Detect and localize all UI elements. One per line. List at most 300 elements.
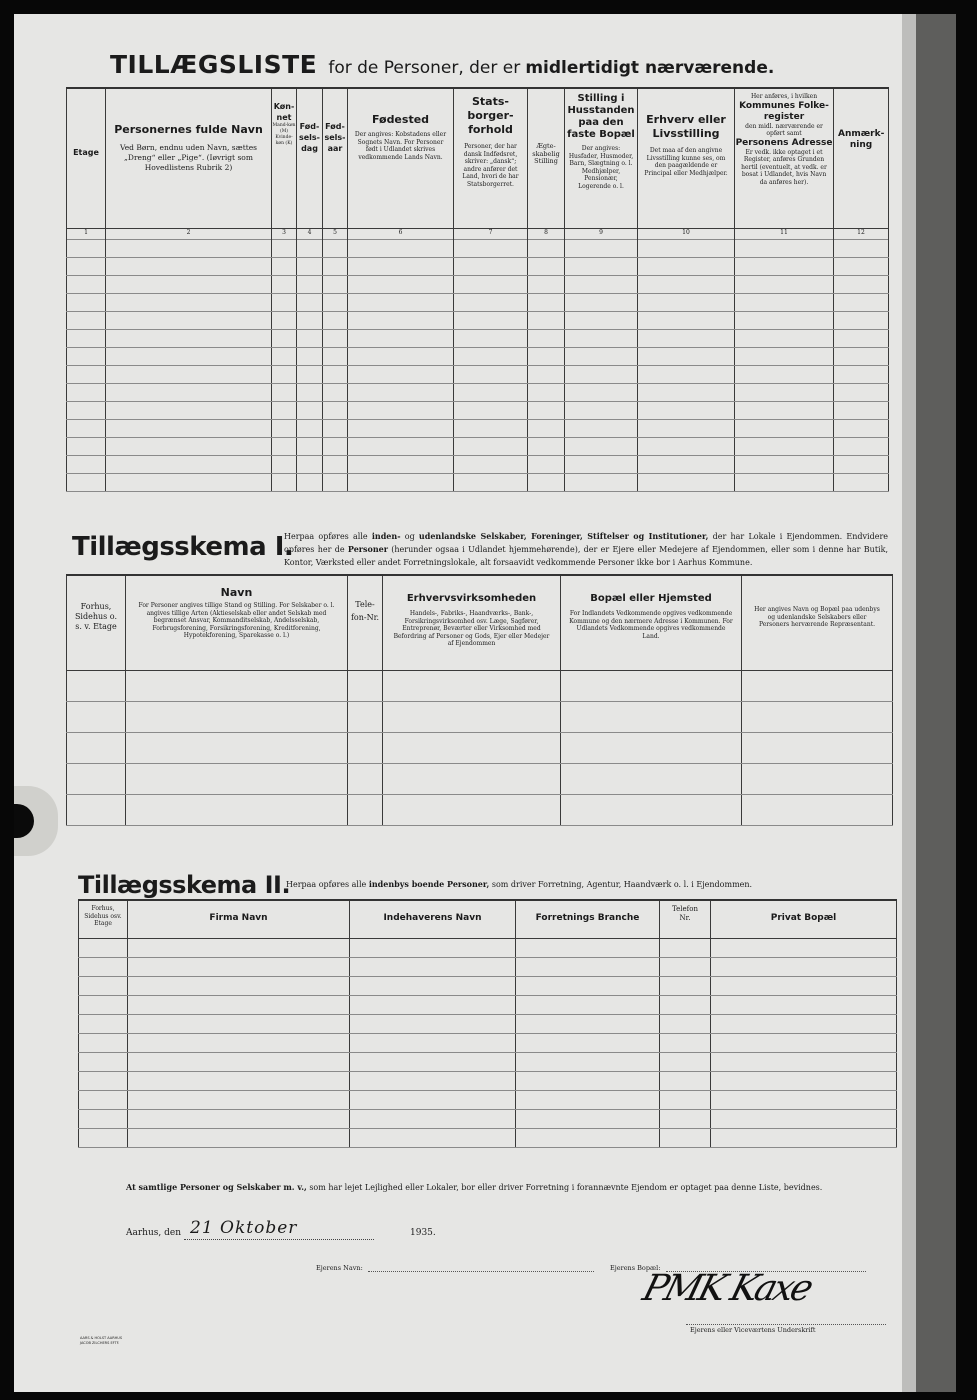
table-cell[interactable] <box>660 957 711 976</box>
table-cell[interactable] <box>528 401 565 419</box>
table-cell[interactable] <box>834 455 889 473</box>
table-cell[interactable] <box>297 365 323 383</box>
table-cell[interactable] <box>638 365 735 383</box>
table-cell[interactable] <box>735 437 834 455</box>
table-cell[interactable] <box>348 763 383 794</box>
table-cell[interactable] <box>834 311 889 329</box>
signature-label: Ejerens eller Viceværtens Underskrift <box>690 1326 816 1334</box>
table-cell[interactable] <box>79 995 128 1014</box>
table-cell[interactable] <box>454 401 528 419</box>
table-cell[interactable] <box>350 938 516 957</box>
table-cell[interactable] <box>323 365 348 383</box>
table-cell[interactable] <box>565 365 638 383</box>
next-page-shadow <box>916 14 956 1392</box>
table-cell[interactable] <box>323 275 348 293</box>
table-cell[interactable] <box>516 938 660 957</box>
table-row <box>67 311 889 329</box>
table-cell[interactable] <box>561 763 742 794</box>
table-cell[interactable] <box>711 1090 897 1109</box>
table-cell[interactable] <box>454 293 528 311</box>
table-cell[interactable] <box>272 347 297 365</box>
table-cell[interactable] <box>67 455 106 473</box>
table-cell[interactable] <box>272 293 297 311</box>
table-cell[interactable] <box>297 419 323 437</box>
table-cell[interactable] <box>272 239 297 257</box>
table-cell[interactable] <box>323 473 348 491</box>
table-cell[interactable] <box>67 239 106 257</box>
table-cell[interactable] <box>528 329 565 347</box>
table-cell[interactable] <box>67 329 106 347</box>
table-cell[interactable] <box>834 437 889 455</box>
table-cell[interactable] <box>350 1109 516 1128</box>
table-cell[interactable] <box>735 275 834 293</box>
table-cell[interactable] <box>128 976 350 995</box>
table-cell[interactable] <box>834 401 889 419</box>
table-cell[interactable] <box>660 1128 711 1147</box>
table-cell[interactable] <box>323 311 348 329</box>
table-cell[interactable] <box>67 401 106 419</box>
table-cell[interactable] <box>565 239 638 257</box>
table-cell[interactable] <box>67 347 106 365</box>
table-cell[interactable] <box>528 275 565 293</box>
table-cell[interactable] <box>323 437 348 455</box>
table-cell[interactable] <box>565 293 638 311</box>
table-cell[interactable] <box>67 293 106 311</box>
table-cell[interactable] <box>67 701 126 732</box>
table-cell[interactable] <box>711 1014 897 1033</box>
table-cell[interactable] <box>383 794 561 825</box>
table-cell[interactable] <box>67 763 126 794</box>
table-cell[interactable] <box>638 455 735 473</box>
s2-col-firma: Firma Navn <box>128 900 350 938</box>
table-cell[interactable] <box>834 239 889 257</box>
table-cell[interactable] <box>348 311 454 329</box>
table-cell[interactable] <box>834 329 889 347</box>
table-cell[interactable] <box>106 401 272 419</box>
table-cell[interactable] <box>272 311 297 329</box>
skema1-body <box>67 670 893 825</box>
table-cell[interactable] <box>348 329 454 347</box>
table-cell[interactable] <box>128 1128 350 1147</box>
table-cell[interactable] <box>348 701 383 732</box>
table-row <box>79 995 897 1014</box>
table-cell[interactable] <box>350 1071 516 1090</box>
table-cell[interactable] <box>323 293 348 311</box>
table-cell[interactable] <box>350 1128 516 1147</box>
skema1-header-row <box>67 575 893 670</box>
table-cell[interactable] <box>735 347 834 365</box>
table-cell[interactable] <box>106 473 272 491</box>
table-cell[interactable] <box>711 957 897 976</box>
table-cell[interactable] <box>735 329 834 347</box>
table-cell[interactable] <box>638 293 735 311</box>
table-cell[interactable] <box>323 239 348 257</box>
table-cell[interactable] <box>67 419 106 437</box>
table-cell[interactable] <box>350 995 516 1014</box>
table-cell[interactable] <box>834 257 889 275</box>
table-cell[interactable] <box>735 473 834 491</box>
table-cell[interactable] <box>735 311 834 329</box>
table-cell[interactable] <box>742 701 893 732</box>
table-cell[interactable] <box>528 239 565 257</box>
table-row <box>67 473 889 491</box>
table-cell[interactable] <box>272 455 297 473</box>
table-cell[interactable] <box>516 1014 660 1033</box>
table-cell[interactable] <box>297 293 323 311</box>
table-cell[interactable] <box>128 957 350 976</box>
table-cell[interactable] <box>660 995 711 1014</box>
table-cell[interactable] <box>67 383 106 401</box>
table-cell[interactable] <box>79 957 128 976</box>
table-cell[interactable] <box>106 419 272 437</box>
table-cell[interactable] <box>638 257 735 275</box>
table-cell[interactable] <box>106 455 272 473</box>
table-cell[interactable] <box>834 365 889 383</box>
table-cell[interactable] <box>528 437 565 455</box>
table-cell[interactable] <box>67 670 126 701</box>
table-cell[interactable] <box>638 329 735 347</box>
table-cell[interactable] <box>126 794 348 825</box>
table-cell[interactable] <box>67 275 106 293</box>
table-cell[interactable] <box>711 1071 897 1090</box>
table-cell[interactable] <box>67 365 106 383</box>
table-cell[interactable] <box>79 1033 128 1052</box>
table-cell[interactable] <box>106 437 272 455</box>
table-cell[interactable] <box>79 938 128 957</box>
table-cell[interactable] <box>67 437 106 455</box>
table-cell[interactable] <box>128 1090 350 1109</box>
table-cell[interactable] <box>350 1033 516 1052</box>
table-cell[interactable] <box>126 732 348 763</box>
table-cell[interactable] <box>79 1128 128 1147</box>
skema2-title: Tillægsskema II. <box>78 871 291 899</box>
table-cell[interactable] <box>528 473 565 491</box>
table-cell[interactable] <box>565 275 638 293</box>
table-cell[interactable] <box>516 1052 660 1071</box>
table-cell[interactable] <box>106 239 272 257</box>
main-title-big: TILLÆGSLISTE <box>110 50 318 79</box>
table-cell[interactable] <box>323 329 348 347</box>
table-cell[interactable] <box>348 401 454 419</box>
table-cell[interactable] <box>454 311 528 329</box>
table-cell[interactable] <box>348 275 454 293</box>
table-cell[interactable] <box>323 347 348 365</box>
table-cell[interactable] <box>297 329 323 347</box>
table-cell[interactable] <box>79 1109 128 1128</box>
main-body <box>67 239 889 491</box>
table-cell[interactable] <box>561 670 742 701</box>
table-cell[interactable] <box>638 275 735 293</box>
table-cell[interactable] <box>454 473 528 491</box>
table-cell[interactable] <box>128 995 350 1014</box>
table-cell[interactable] <box>516 1090 660 1109</box>
table-row <box>79 1109 897 1128</box>
table-cell[interactable] <box>565 473 638 491</box>
table-cell[interactable] <box>297 239 323 257</box>
table-cell[interactable] <box>454 437 528 455</box>
table-cell[interactable] <box>79 1071 128 1090</box>
table-cell[interactable] <box>528 311 565 329</box>
col-fodselsdag: Fød-sels-dag <box>297 88 323 228</box>
table-cell[interactable] <box>128 1109 350 1128</box>
table-cell[interactable] <box>79 976 128 995</box>
table-cell[interactable] <box>350 1052 516 1071</box>
table-row <box>67 670 893 701</box>
table-cell[interactable] <box>350 1090 516 1109</box>
table-cell[interactable] <box>528 293 565 311</box>
table-cell[interactable] <box>565 347 638 365</box>
table-cell[interactable] <box>638 401 735 419</box>
table-cell[interactable] <box>67 473 106 491</box>
main-header-row <box>67 88 889 228</box>
table-cell[interactable] <box>297 257 323 275</box>
table-cell[interactable] <box>67 794 126 825</box>
table-row <box>79 1071 897 1090</box>
table-cell[interactable] <box>348 293 454 311</box>
table-cell[interactable] <box>272 473 297 491</box>
table-cell[interactable] <box>660 1033 711 1052</box>
table-cell[interactable] <box>561 794 742 825</box>
table-cell[interactable] <box>638 347 735 365</box>
table-cell[interactable] <box>79 1052 128 1071</box>
table-cell[interactable] <box>638 383 735 401</box>
main-title-bold: midlertidigt nærværende. <box>525 58 775 78</box>
table-cell[interactable] <box>348 670 383 701</box>
census-form-page <box>14 14 902 1392</box>
table-cell[interactable] <box>272 257 297 275</box>
table-cell[interactable] <box>516 1033 660 1052</box>
table-cell[interactable] <box>638 437 735 455</box>
table-cell[interactable] <box>297 275 323 293</box>
table-cell[interactable] <box>454 329 528 347</box>
table-cell[interactable] <box>348 455 454 473</box>
table-cell[interactable] <box>711 1033 897 1052</box>
table-cell[interactable] <box>735 419 834 437</box>
table-cell[interactable] <box>565 419 638 437</box>
table-cell[interactable] <box>834 383 889 401</box>
table-cell[interactable] <box>67 732 126 763</box>
table-cell[interactable] <box>348 257 454 275</box>
table-cell[interactable] <box>516 1109 660 1128</box>
table-cell[interactable] <box>454 419 528 437</box>
table-cell[interactable] <box>272 275 297 293</box>
table-cell[interactable] <box>565 311 638 329</box>
table-cell[interactable] <box>834 347 889 365</box>
table-cell[interactable] <box>297 473 323 491</box>
table-cell[interactable] <box>348 437 454 455</box>
table-cell[interactable] <box>454 347 528 365</box>
table-cell[interactable] <box>297 383 323 401</box>
table-cell[interactable] <box>454 275 528 293</box>
table-cell[interactable] <box>660 1052 711 1071</box>
table-cell[interactable] <box>565 257 638 275</box>
table-cell[interactable] <box>79 1014 128 1033</box>
table-cell[interactable] <box>711 1052 897 1071</box>
col-konnet: Køn-net Mand-køn (M) Kvinde-køn (K) <box>272 88 297 228</box>
table-cell[interactable] <box>711 938 897 957</box>
table-cell[interactable] <box>323 401 348 419</box>
table-cell[interactable] <box>350 957 516 976</box>
table-cell[interactable] <box>735 455 834 473</box>
table-cell[interactable] <box>735 293 834 311</box>
table-row <box>79 1090 897 1109</box>
table-row <box>67 701 893 732</box>
table-cell[interactable] <box>350 976 516 995</box>
table-cell[interactable] <box>272 329 297 347</box>
table-cell[interactable] <box>561 732 742 763</box>
table-cell[interactable] <box>383 732 561 763</box>
table-cell[interactable] <box>128 1033 350 1052</box>
table-cell[interactable] <box>67 257 106 275</box>
table-cell[interactable] <box>348 365 454 383</box>
table-cell[interactable] <box>350 1014 516 1033</box>
table-cell[interactable] <box>660 1109 711 1128</box>
table-cell[interactable] <box>528 455 565 473</box>
table-cell[interactable] <box>834 419 889 437</box>
table-cell[interactable] <box>383 763 561 794</box>
table-cell[interactable] <box>834 275 889 293</box>
table-cell[interactable] <box>660 938 711 957</box>
table-cell[interactable] <box>323 419 348 437</box>
table-cell[interactable] <box>516 1071 660 1090</box>
table-cell[interactable] <box>106 347 272 365</box>
table-cell[interactable] <box>516 1128 660 1147</box>
table-cell[interactable] <box>106 329 272 347</box>
date-underline <box>184 1239 374 1240</box>
table-cell[interactable] <box>742 670 893 701</box>
table-cell[interactable] <box>735 365 834 383</box>
table-cell[interactable] <box>711 1128 897 1147</box>
table-row <box>79 1128 897 1147</box>
table-cell[interactable] <box>383 701 561 732</box>
table-cell[interactable] <box>106 275 272 293</box>
table-cell[interactable] <box>106 383 272 401</box>
table-cell[interactable] <box>834 473 889 491</box>
table-cell[interactable] <box>454 365 528 383</box>
table-cell[interactable] <box>297 347 323 365</box>
table-cell[interactable] <box>348 794 383 825</box>
table-cell[interactable] <box>528 383 565 401</box>
table-cell[interactable] <box>516 995 660 1014</box>
table-cell[interactable] <box>126 763 348 794</box>
table-cell[interactable] <box>528 419 565 437</box>
s2-col-etage: Forhus, Sidehus osv. Etage <box>79 900 128 938</box>
table-cell[interactable] <box>638 311 735 329</box>
table-cell[interactable] <box>565 383 638 401</box>
table-cell[interactable] <box>711 1109 897 1128</box>
table-cell[interactable] <box>638 473 735 491</box>
table-cell[interactable] <box>454 383 528 401</box>
table-cell[interactable] <box>516 976 660 995</box>
table-cell[interactable] <box>297 437 323 455</box>
table-cell[interactable] <box>106 257 272 275</box>
table-cell[interactable] <box>528 257 565 275</box>
table-cell[interactable] <box>735 383 834 401</box>
table-cell[interactable] <box>660 976 711 995</box>
table-cell[interactable] <box>106 311 272 329</box>
table-cell[interactable] <box>106 365 272 383</box>
table-row <box>79 976 897 995</box>
table-cell[interactable] <box>348 473 454 491</box>
table-cell[interactable] <box>742 794 893 825</box>
table-cell[interactable] <box>454 239 528 257</box>
table-row <box>67 794 893 825</box>
table-cell[interactable] <box>565 455 638 473</box>
table-cell[interactable] <box>660 1071 711 1090</box>
table-cell[interactable] <box>106 293 272 311</box>
table-cell[interactable] <box>528 347 565 365</box>
footer-statement: At samtlige Personer og Selskaber m. v., som har lejet Lejlighed eller Lokaler, bor eller driver Forretning i forannævnte Ejendom er optaget paa denne Liste, bevidnes. <box>126 1182 823 1192</box>
table-cell[interactable] <box>348 732 383 763</box>
table-row <box>79 957 897 976</box>
table-cell[interactable] <box>272 437 297 455</box>
col-anmaerkning: Anmærk-ning <box>834 88 889 228</box>
table-cell[interactable] <box>297 311 323 329</box>
table-cell[interactable] <box>516 957 660 976</box>
s1-col-navn: Navn For Personer angives tillige Stand og Stilling. For Selskaber o. l. angives tillige Arten (Aktieselskab eller andet Selskab med begrænset Ansvar, Kommanditselskab, Andelsselskab, Forbrugsforening, Forsikringsforening, Kreditforening, Hypotekforening, Sparekasse o. l.) <box>126 575 348 670</box>
table-cell[interactable] <box>638 419 735 437</box>
table-cell[interactable] <box>454 455 528 473</box>
table-cell[interactable] <box>742 763 893 794</box>
table-cell[interactable] <box>272 365 297 383</box>
table-cell[interactable] <box>348 239 454 257</box>
table-cell[interactable] <box>565 329 638 347</box>
table-cell[interactable] <box>735 257 834 275</box>
table-cell[interactable] <box>565 401 638 419</box>
table-cell[interactable] <box>834 293 889 311</box>
table-cell[interactable] <box>323 455 348 473</box>
table-cell[interactable] <box>126 701 348 732</box>
table-cell[interactable] <box>128 1071 350 1090</box>
table-cell[interactable] <box>272 383 297 401</box>
table-cell[interactable] <box>742 732 893 763</box>
table-cell[interactable] <box>126 670 348 701</box>
table-cell[interactable] <box>348 419 454 437</box>
table-cell[interactable] <box>660 1014 711 1033</box>
table-cell[interactable] <box>454 257 528 275</box>
table-cell[interactable] <box>561 701 742 732</box>
table-cell[interactable] <box>348 347 454 365</box>
table-cell[interactable] <box>79 1090 128 1109</box>
table-cell[interactable] <box>565 437 638 455</box>
table-cell[interactable] <box>735 239 834 257</box>
table-cell[interactable] <box>272 419 297 437</box>
table-row <box>67 293 889 311</box>
table-cell[interactable] <box>348 383 454 401</box>
skema2-description: Herpaa opføres alle indenbys boende Personer, som driver Forretning, Agentur, Haandværk o. l. i Ejendommen. <box>286 879 753 889</box>
table-cell[interactable] <box>711 976 897 995</box>
table-cell[interactable] <box>272 401 297 419</box>
table-cell[interactable] <box>323 257 348 275</box>
table-cell[interactable] <box>67 311 106 329</box>
table-cell[interactable] <box>297 401 323 419</box>
table-cell[interactable] <box>128 1052 350 1071</box>
table-cell[interactable] <box>660 1090 711 1109</box>
handwritten-signature: PMK Kaxe <box>638 1268 815 1309</box>
table-cell[interactable] <box>735 401 834 419</box>
table-row <box>67 275 889 293</box>
table-cell[interactable] <box>128 1014 350 1033</box>
table-cell[interactable] <box>128 938 350 957</box>
table-cell[interactable] <box>297 455 323 473</box>
table-cell[interactable] <box>528 365 565 383</box>
table-cell[interactable] <box>638 239 735 257</box>
table-row <box>67 365 889 383</box>
table-cell[interactable] <box>711 995 897 1014</box>
s1-col-etage: Forhus, Sidehus o. s. v. Etage <box>67 575 126 670</box>
table-cell[interactable] <box>383 670 561 701</box>
table-cell[interactable] <box>323 383 348 401</box>
